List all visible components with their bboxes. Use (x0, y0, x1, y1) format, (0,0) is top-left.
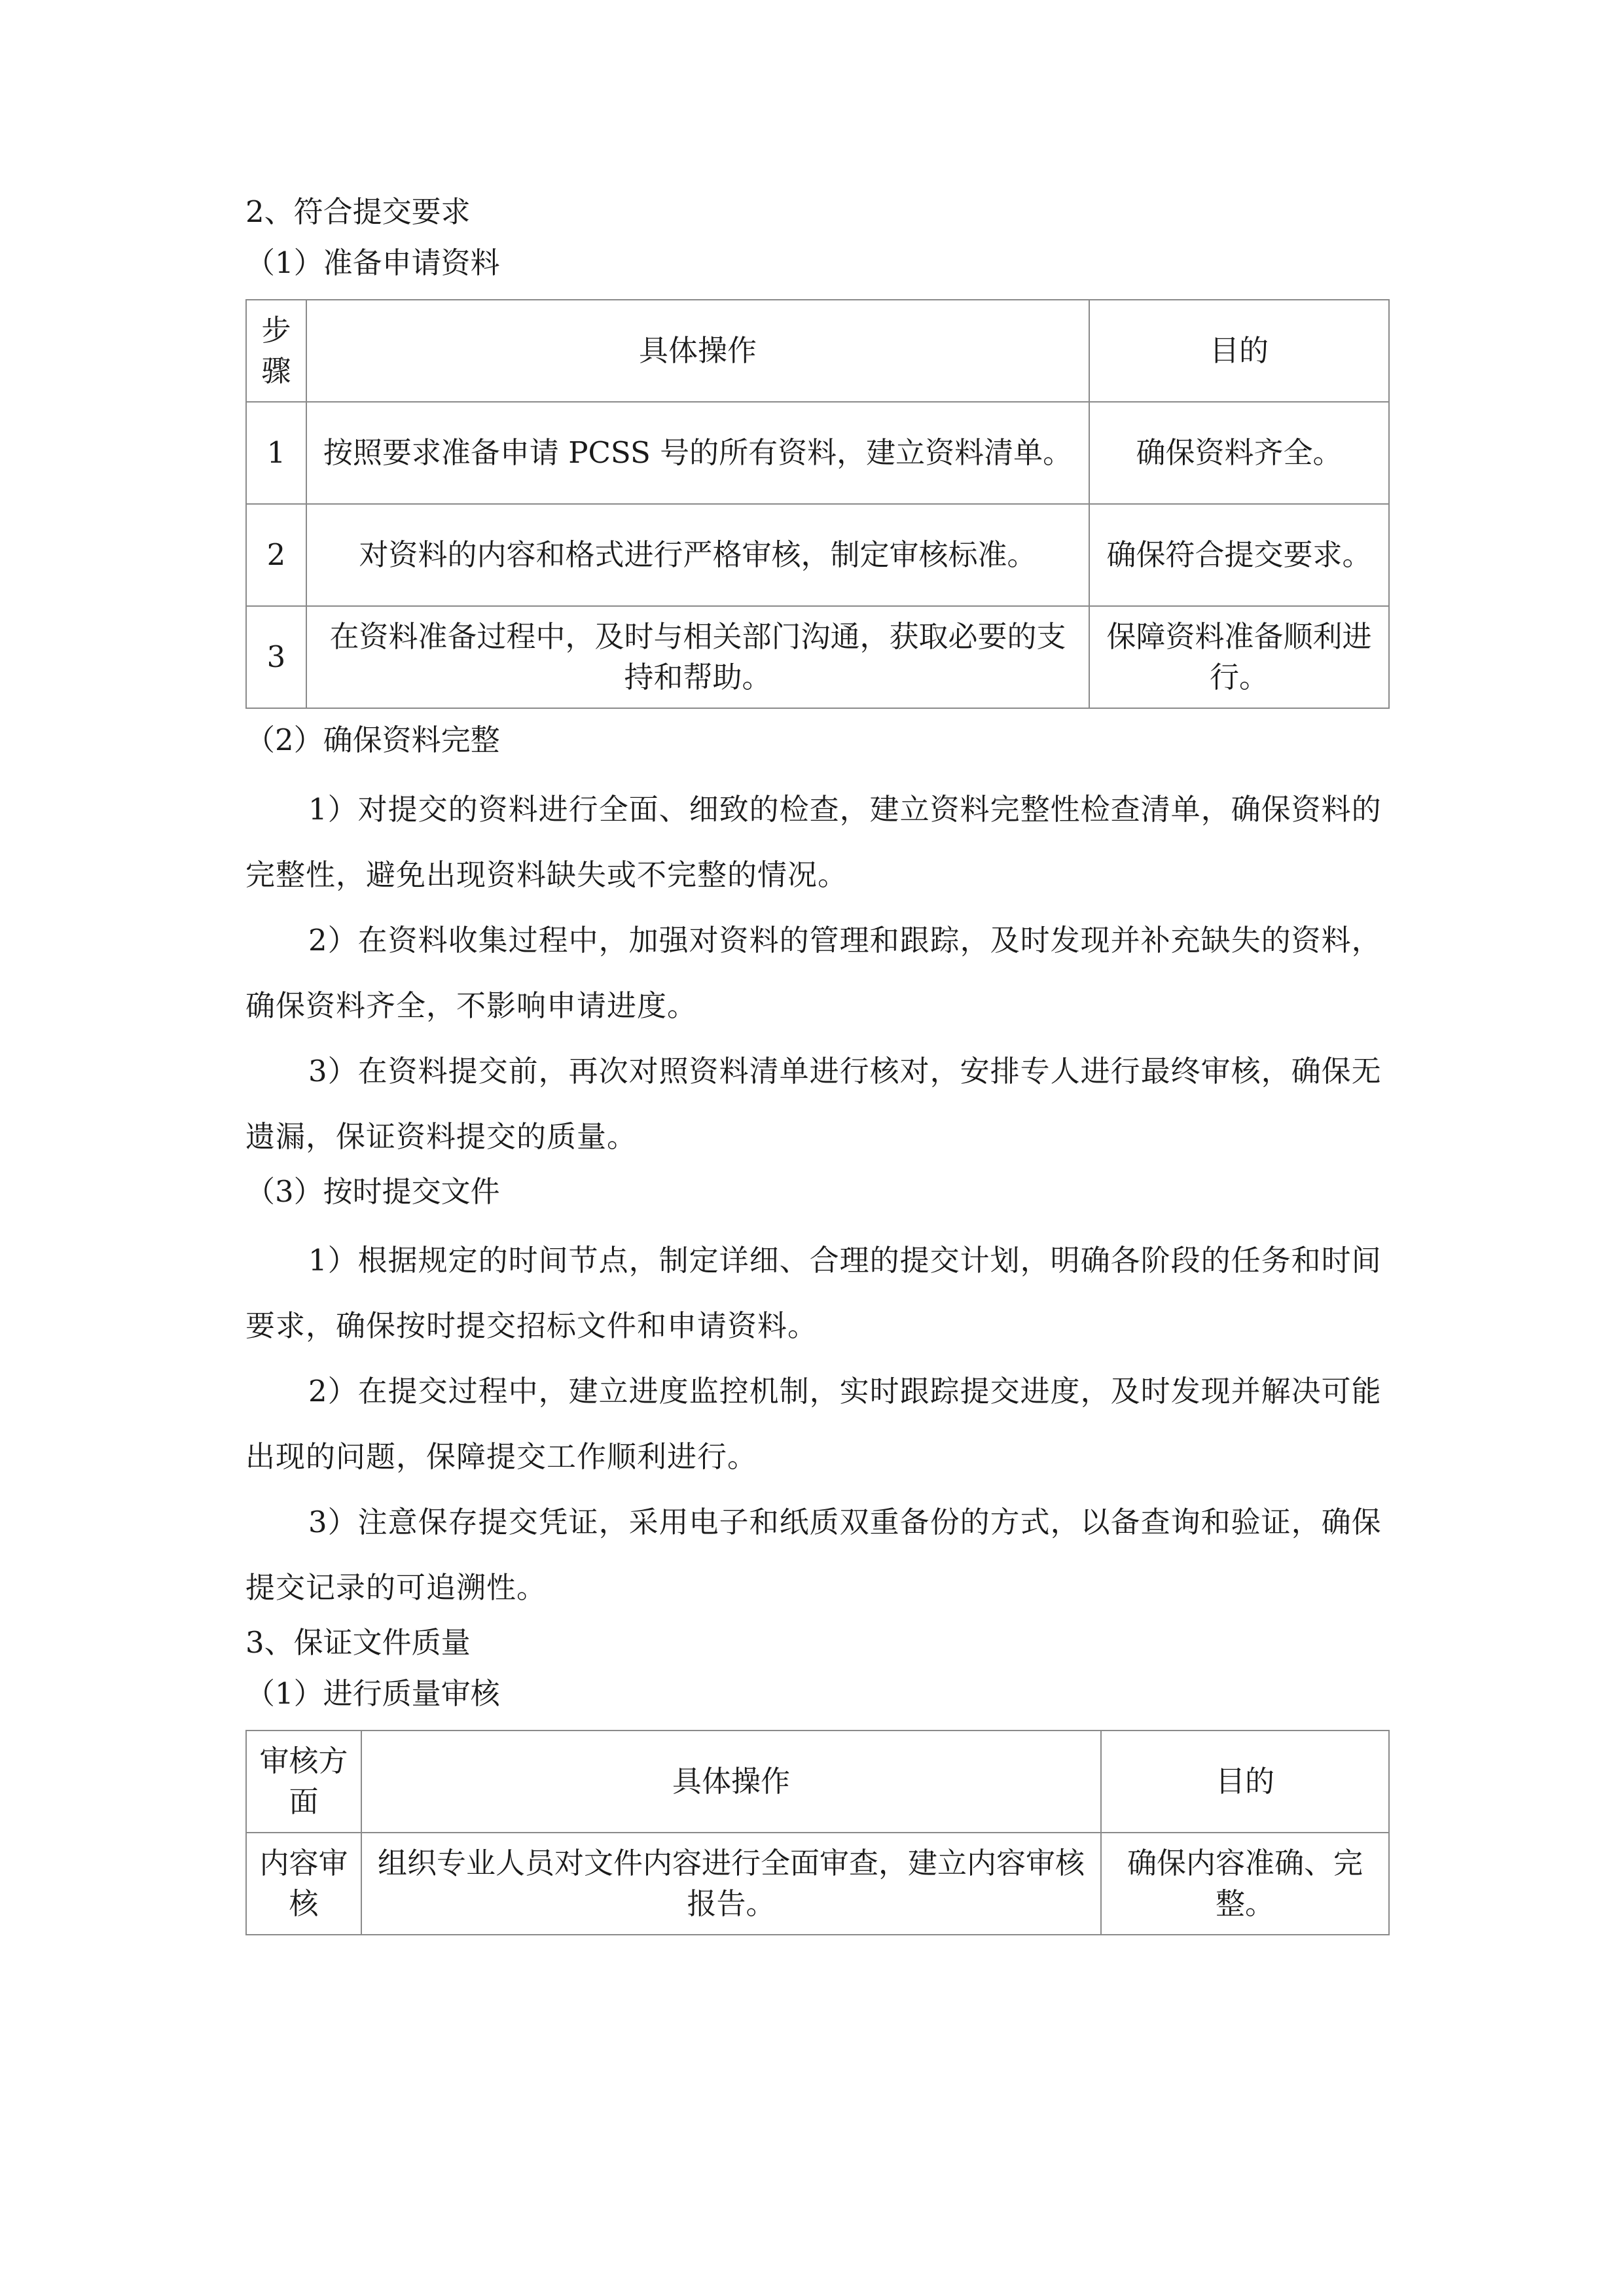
header-operation: 具体操作 (361, 1731, 1101, 1833)
table-row (246, 504, 1389, 606)
header-operation: 具体操作 (306, 300, 1089, 402)
subsection-2-2-heading: （2）确保资料完整 (245, 723, 500, 757)
table-header-row (246, 300, 1389, 402)
quality-review-table (245, 1730, 1390, 1935)
paragraph: 3）在资料提交前，再次对照资料清单进行核对，安排专人进行最终审核，确保无遗漏，保证资料提交的质量。 (245, 1053, 1382, 1154)
table-row (246, 402, 1389, 504)
prepare-materials-table (245, 299, 1390, 709)
subsection-2-3-heading: （3）按时提交文件 (245, 1174, 500, 1209)
subsection-2-1-heading: （1）准备申请资料 (245, 245, 500, 280)
header-step: 步骤 (246, 300, 306, 402)
section-3-heading: 3、保证文件质量 (245, 1625, 471, 1660)
table-row (246, 606, 1389, 708)
cell-review-aspect: 内容审核 (246, 1833, 361, 1935)
cell-operation: 组织专业人员对文件内容进行全面审查，建立内容审核报告。 (361, 1833, 1101, 1935)
cell-operation: 对资料的内容和格式进行严格审核，制定审核标准。 (306, 504, 1089, 606)
paragraph: 1）根据规定的时间节点，制定详细、合理的提交计划，明确各阶段的任务和时间要求，确保按时提交招标文件和申请资料。 (245, 1243, 1382, 1343)
cell-operation: 按照要求准备申请 PCSS 号的所有资料，建立资料清单。 (306, 402, 1089, 504)
header-review-aspect: 审核方面 (246, 1731, 361, 1833)
cell-purpose: 确保资料齐全。 (1089, 402, 1389, 504)
document-page (245, 190, 1388, 1945)
subsection-3-1-heading: （1）进行质量审核 (245, 1676, 500, 1711)
table-row (246, 1833, 1389, 1935)
paragraph: 3）注意保存提交凭证，采用电子和纸质双重备份的方式，以备查询和验证，确保提交记录的可追溯性。 (245, 1505, 1382, 1605)
table-header-row (246, 1731, 1389, 1833)
header-purpose: 目的 (1089, 300, 1389, 402)
paragraph: 2）在资料收集过程中，加强对资料的管理和跟踪，及时发现并补充缺失的资料，确保资料齐全，不影响申请进度。 (245, 922, 1382, 1023)
section-2-heading: 2、符合提交要求 (245, 194, 471, 229)
cell-step: 1 (246, 402, 306, 504)
cell-purpose: 确保内容准确、完整。 (1101, 1833, 1389, 1935)
paragraph: 1）对提交的资料进行全面、细致的检查，建立资料完整性检查清单，确保资料的完整性，避免出现资料缺失或不完整的情况。 (245, 791, 1382, 892)
cell-purpose: 保障资料准备顺利进行。 (1089, 606, 1389, 708)
cell-operation: 在资料准备过程中，及时与相关部门沟通，获取必要的支持和帮助。 (306, 606, 1089, 708)
cell-step: 2 (246, 504, 306, 606)
paragraph: 2）在提交过程中，建立进度监控机制，实时跟踪提交进度，及时发现并解决可能出现的问题，保障提交工作顺利进行。 (245, 1374, 1382, 1474)
cell-purpose: 确保符合提交要求。 (1089, 504, 1389, 606)
cell-step: 3 (246, 606, 306, 708)
header-purpose: 目的 (1101, 1731, 1389, 1833)
